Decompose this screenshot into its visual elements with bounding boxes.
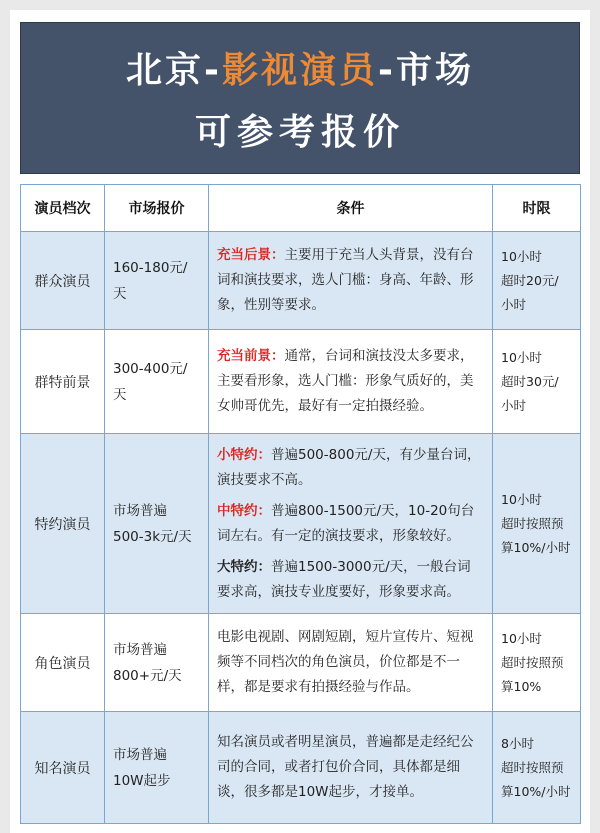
- price-line: 市场普遍: [113, 641, 167, 658]
- title-accent: 影视演员: [221, 50, 378, 91]
- time-line: 算10%/小时: [501, 539, 571, 555]
- title-banner: [20, 22, 580, 174]
- condition-label: 充当前景：: [217, 348, 285, 364]
- cell-level: 角色演员: [21, 614, 105, 712]
- condition-paragraph: [217, 555, 484, 605]
- condition-paragraph: [217, 499, 484, 549]
- price-line: 10W起步: [113, 772, 171, 789]
- cell-time: [493, 232, 581, 330]
- time-line: 超时20元/: [501, 272, 559, 288]
- price-line: 500-3k元/天: [113, 528, 192, 545]
- price-line: 市场普遍: [113, 746, 167, 763]
- condition-paragraph: [217, 625, 484, 700]
- time-line: 超时按照预: [501, 515, 564, 531]
- time-line: 10小时: [501, 248, 542, 264]
- cell-time: [493, 434, 581, 614]
- title-line-1: [21, 49, 579, 93]
- cell-price: [105, 614, 209, 712]
- time-line: 10小时: [501, 491, 542, 507]
- time-line: 小时: [501, 296, 527, 312]
- table-row: [21, 330, 581, 434]
- time-line: 10小时: [501, 349, 542, 365]
- header-time: 时限: [493, 185, 581, 232]
- condition-text: 普遍500-800元/天，有少量台词，演技要求不高。: [217, 446, 481, 488]
- condition-text: 通常，台词和演技没太多要求，主要看形象，选人门槛：形象气质好的，美女帅哥优先，最好有一定拍摄经验。: [217, 348, 474, 414]
- cell-condition: [209, 330, 493, 434]
- price-table: [20, 184, 581, 824]
- price-line: 800+元/天: [113, 667, 182, 684]
- price-line: 300-400元/天: [113, 360, 188, 403]
- cell-time: [493, 330, 581, 434]
- header-level: 演员档次: [21, 185, 105, 232]
- time-line: 算10%/小时: [501, 783, 571, 799]
- condition-text: 普遍1500-3000元/天，一般台词要求高，演技专业度要好，形象要求高。: [217, 558, 471, 600]
- cell-time: [493, 712, 581, 824]
- condition-text: 电影电视剧、网剧短剧，短片宣传片、短视频等不同档次的角色演员，价位都是不一样，都是要求有拍摄经验与作品。: [217, 629, 474, 695]
- header-condition: 条件: [209, 185, 493, 232]
- table-row: [21, 434, 581, 614]
- header-price: 市场报价: [105, 185, 209, 232]
- cell-price: [105, 330, 209, 434]
- table-header-row: [21, 185, 581, 232]
- price-line: 160-180元/天: [113, 259, 188, 302]
- condition-text: 主要用于充当人头背景，没有台词和演技要求，选人门槛：身高、年龄、形象，性别等要求。: [217, 247, 474, 313]
- cell-price: [105, 712, 209, 824]
- cell-condition: [209, 232, 493, 330]
- condition-text: 知名演员或者明星演员，普遍都是走经纪公司的合同，或者打包价合同，具体都是细谈，很多都是10W起步，才接单。: [217, 734, 474, 800]
- title-prefix: 北京-: [126, 50, 222, 91]
- time-line: 小时: [501, 397, 527, 413]
- cell-condition: [209, 712, 493, 824]
- time-line: 超时30元/: [501, 373, 559, 389]
- time-line: 算10%: [501, 678, 542, 694]
- time-line: 10小时: [501, 630, 542, 646]
- time-line: 8小时: [501, 735, 534, 751]
- cell-time: [493, 614, 581, 712]
- cell-price: [105, 434, 209, 614]
- condition-label: 中特约：: [217, 502, 271, 519]
- condition-paragraph: [217, 243, 484, 318]
- document-page: [10, 10, 590, 833]
- condition-label: 充当后景：: [217, 247, 285, 263]
- table-row: [21, 232, 581, 330]
- condition-paragraph: [217, 443, 484, 493]
- cell-condition: [209, 434, 493, 614]
- condition-paragraph: [217, 730, 484, 805]
- time-line: 超时按照预: [501, 654, 564, 670]
- condition-paragraph: [217, 344, 484, 419]
- time-line: 超时按照预: [501, 759, 564, 775]
- table-row: [21, 712, 581, 824]
- condition-label: 小特约：: [217, 446, 271, 463]
- cell-level: 知名演员: [21, 712, 105, 824]
- table-body: [21, 232, 581, 824]
- cell-level: 群特前景: [21, 330, 105, 434]
- table-row: [21, 614, 581, 712]
- cell-level: 群众演员: [21, 232, 105, 330]
- condition-text: 普遍800-1500元/天，10-20句台词左右。有一定的演技要求，形象较好。: [217, 502, 475, 544]
- title-suffix: -市场: [378, 50, 474, 91]
- cell-condition: [209, 614, 493, 712]
- title-line-2: 可参考报价: [194, 112, 405, 153]
- condition-label: 大特约：: [217, 558, 271, 575]
- cell-level: 特约演员: [21, 434, 105, 614]
- cell-price: [105, 232, 209, 330]
- price-line: 市场普遍: [113, 502, 167, 519]
